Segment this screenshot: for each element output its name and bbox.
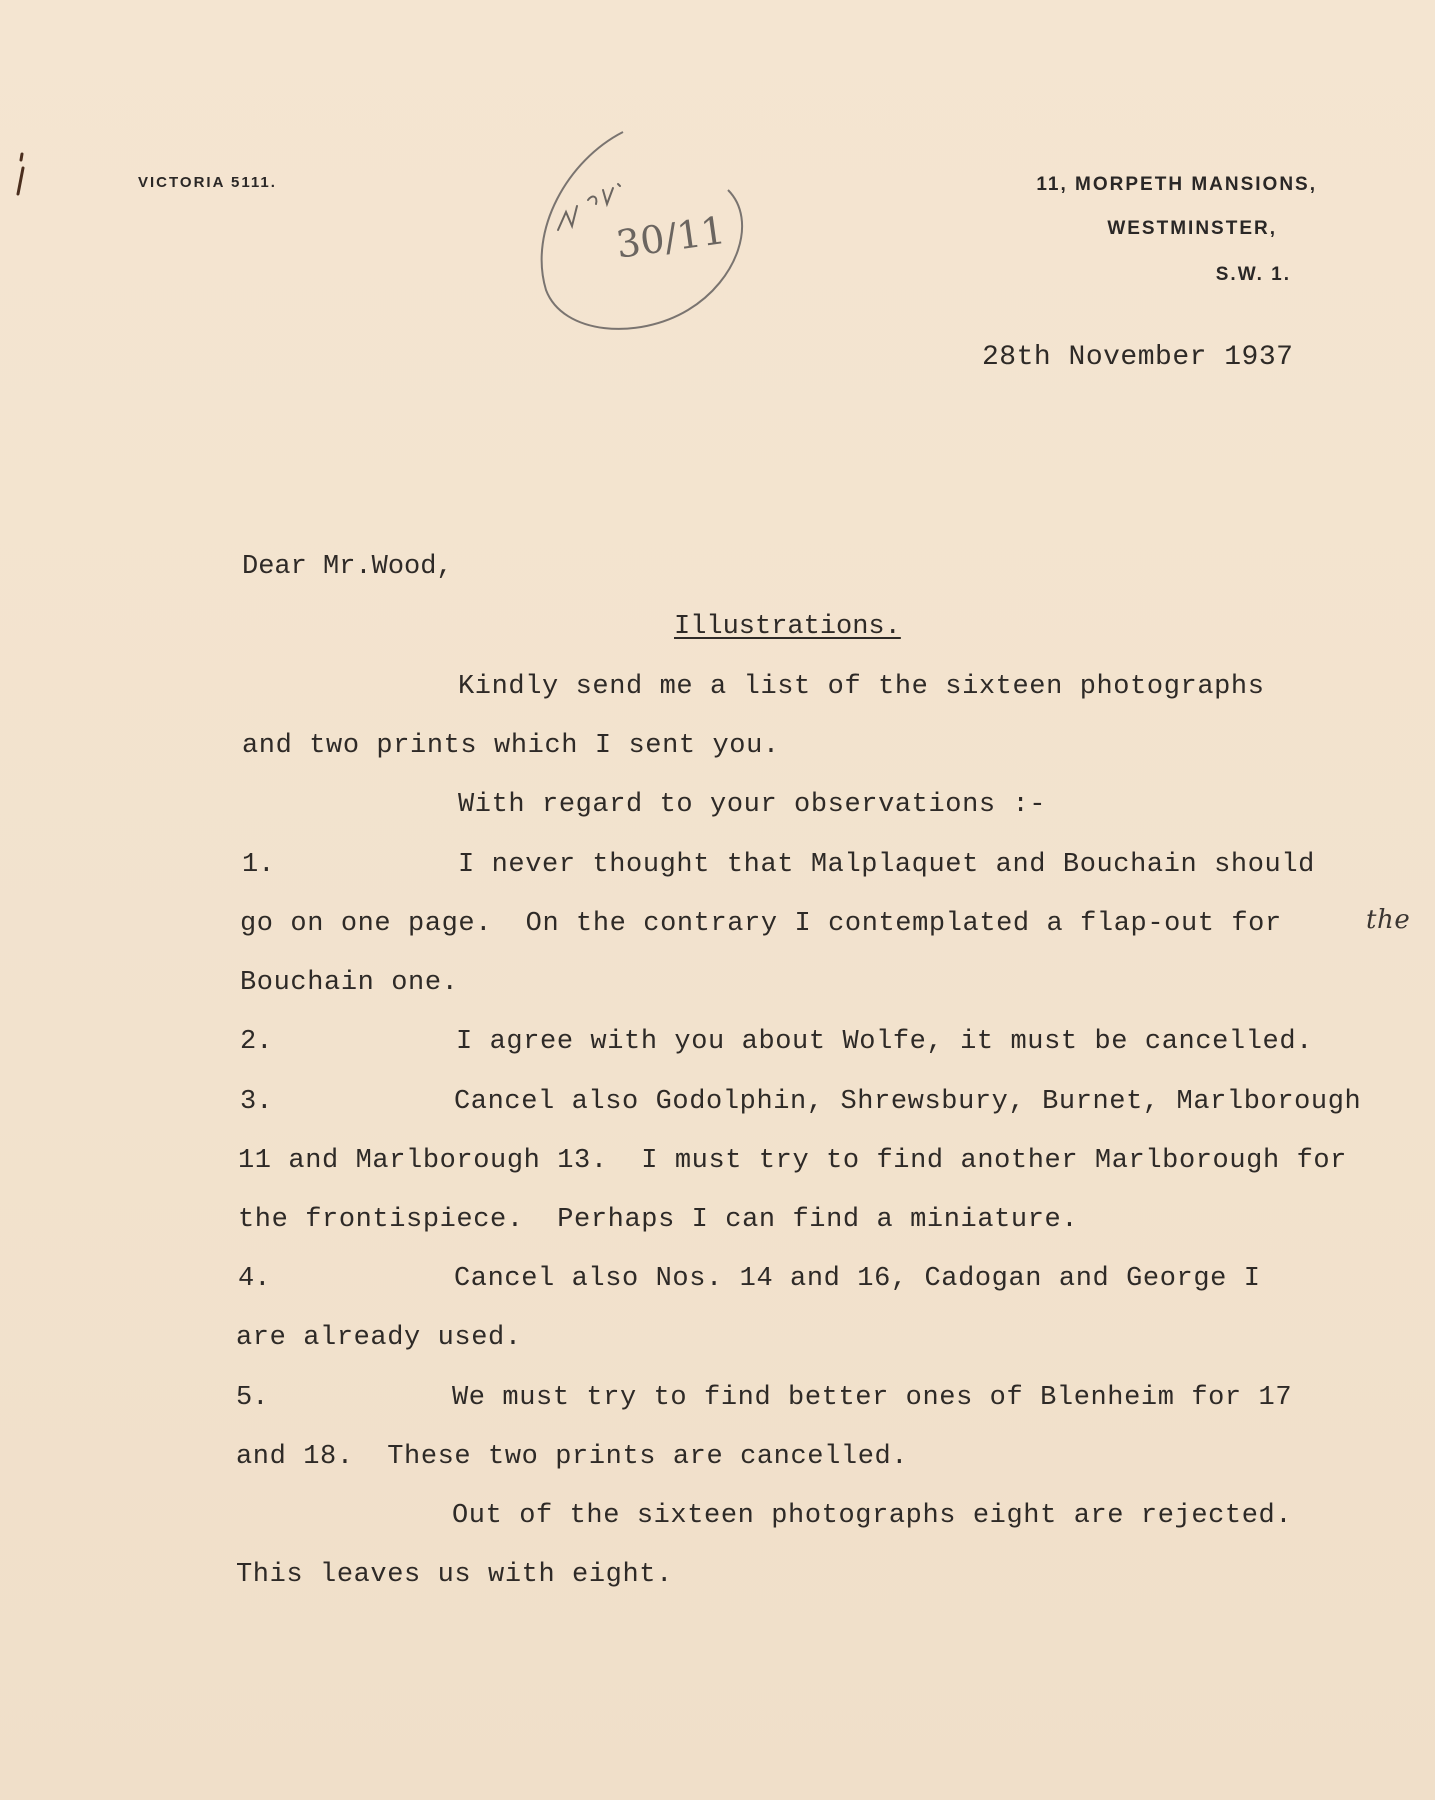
letter-date: 28th November 1937 [982,342,1294,373]
body-line: This leaves us with eight. [236,1560,673,1590]
item-number: 5. [236,1383,269,1413]
margin-mark [12,150,28,200]
body-line: the frontispiece. Perhaps I can find a miniature. [238,1205,1079,1235]
handwritten-insert: the [1366,905,1411,935]
body-line: I agree with you about Wolfe, it must be cancelled. [456,1027,1313,1057]
subject-heading: Illustrations. [674,612,901,642]
letterhead-address-line3: S.W. 1. [1215,264,1291,285]
salutation: Dear Mr.Wood, [242,552,453,582]
body-line: and 18. These two prints are cancelled. [236,1442,909,1472]
body-line: Bouchain one. [240,968,459,998]
pencil-annotation [528,120,758,350]
body-line: Kindly send me a list of the sixteen photographs [458,672,1265,702]
item-number: 3. [240,1087,273,1117]
body-line: are already used. [236,1323,522,1353]
body-line: I never thought that Malplaquet and Bouchain should [458,850,1315,880]
body-line: go on one page. On the contrary I contemplated a flap-out for [240,909,1282,939]
item-number: 1. [242,850,275,880]
body-line: With regard to your observations :- [458,790,1047,820]
letterhead-address-line2: WESTMINSTER, [1107,218,1277,239]
letterhead-address-line1: 11, MORPETH MANSIONS, [1036,174,1317,195]
body-line: 11 and Marlborough 13. I must try to find another Marlborough for [238,1146,1347,1176]
body-line: Out of the sixteen photographs eight are rejected. [452,1501,1293,1531]
letterhead-phone: VICTORIA 5111. [138,174,277,191]
body-line: Cancel also Nos. 14 and 16, Cadogan and George I [454,1264,1261,1294]
body-line: We must try to find better ones of Blenheim for 17 [452,1383,1293,1413]
item-number: 2. [240,1027,273,1057]
body-line: Cancel also Godolphin, Shrewsbury, Burnet, Marlborough [454,1087,1362,1117]
item-number: 4. [238,1264,271,1294]
pencil-note: 30/11 [613,208,729,267]
body-line: and two prints which I sent you. [242,731,780,761]
